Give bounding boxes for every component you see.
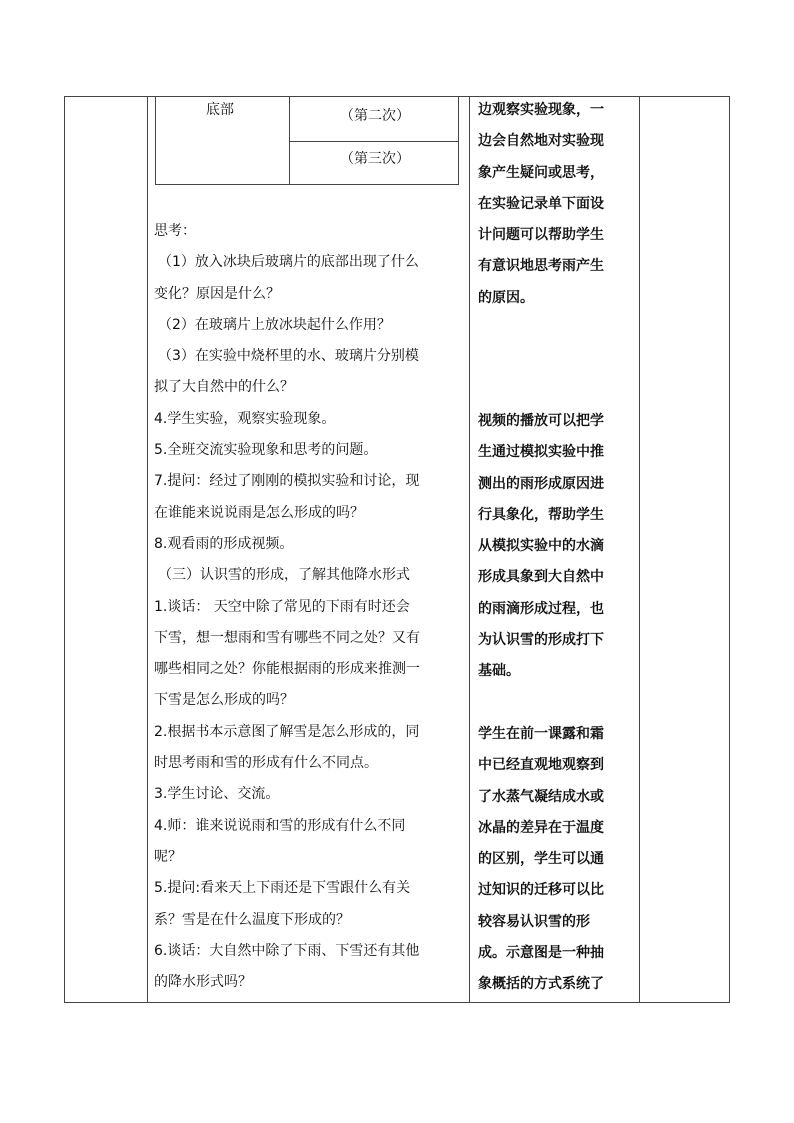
note-line: 象概括的方式系统了: [478, 976, 604, 993]
process-line: 6.谈话：大自然中除了下雨、下雪还有其他: [154, 942, 420, 959]
process-line: 时思考雨和雪的形成有什么不同点。: [154, 755, 378, 772]
process-line: 2.根据书本示意图了解雪是怎么形成的，同: [154, 723, 420, 740]
note-line: 象产生疑问或思考，: [478, 164, 604, 181]
process-line: 变化？原因是什么？: [154, 285, 280, 302]
process-line: 的降水形式吗？: [154, 974, 252, 991]
note-line: 为认识雪的形成打下: [478, 632, 604, 649]
note-line: 边会自然地对实验现: [478, 133, 604, 150]
process-line: 拟了大自然中的什么？: [154, 379, 294, 396]
note-line: 成。示意图是一种抽: [478, 945, 604, 962]
process-line: 5.全班交流实验现象和思考的问题。: [154, 442, 378, 459]
process-line: 4.师：谁来说说雨和雪的形成有什么不同: [154, 817, 406, 834]
process-line: 1.谈话： 天空中除了常见的下雨有时还会: [154, 598, 410, 615]
note-line: 有意识地思考雨产生: [478, 258, 604, 275]
process-line: 呢？: [154, 848, 182, 865]
note-line: 从模拟实验中的水滴: [478, 538, 604, 555]
teaching-process: [154, 216, 466, 998]
note-line: 边观察实验现象，一: [478, 102, 604, 118]
record-trial-second: （第二次）: [340, 108, 410, 124]
record-table-row-divider: [289, 141, 459, 142]
process-line: 在谁能来说说雨是怎么形成的吗？: [154, 504, 364, 521]
process-line: 5.提问:看来天上下雨还是下雪跟什么有关: [154, 880, 411, 897]
column-divider-3: [639, 96, 640, 1003]
note-line: 的原因。: [478, 289, 534, 306]
process-line: （三）认识雪的形成，了解其他降水形式: [158, 567, 410, 584]
note-line: 在实验记录单下面设: [478, 195, 604, 212]
process-line: 3.学生讨论、交流。: [154, 786, 280, 803]
note-line: 了水蒸气凝结成水或: [478, 788, 604, 805]
process-line: 7.提问：经过了刚刚的模拟实验和讨论，现: [154, 473, 420, 490]
record-trial-third: （第三次）: [340, 151, 410, 167]
note-line: 生通过模拟实验中推: [478, 444, 604, 461]
column-divider-1: [147, 96, 148, 1003]
design-note-video: [478, 406, 634, 688]
process-line: 系？雪是在什么温度下形成的？: [154, 911, 350, 928]
note-line: 测出的雨形成原因进: [478, 475, 604, 492]
process-line: 思考：: [154, 223, 196, 239]
process-line: 哪些相同之处？你能根据雨的形成来推测一: [154, 661, 420, 678]
column-divider-2: [469, 96, 470, 1003]
note-line: 的雨滴形成过程，也: [478, 600, 604, 617]
note-line: 学生在前一课露和霜: [478, 726, 604, 742]
process-line: （3）在实验中烧杯里的水、玻璃片分别模: [158, 348, 419, 365]
process-line: 8.观看雨的形成视频。: [154, 535, 294, 552]
process-line: 4.学生实验，观察实验现象。: [154, 410, 336, 427]
design-note-observation: [478, 95, 634, 314]
note-line: 基础。: [478, 663, 520, 680]
note-line: 的区别，学生可以通: [478, 851, 604, 868]
design-note-snow: [478, 719, 634, 1001]
note-line: 行具象化，帮助学生: [478, 506, 604, 523]
note-line: 较容易认识雪的形: [478, 913, 590, 930]
note-line: 视频的播放可以把学: [478, 413, 604, 429]
process-line: （1）放入冰块后玻璃片的底部出现了什么: [158, 254, 419, 271]
note-line: 过知识的迁移可以比: [478, 882, 604, 899]
note-line: 冰晶的差异在于温度: [478, 819, 604, 836]
record-row-label: 底部: [206, 102, 234, 118]
process-line: （2）在玻璃片上放冰块起什么作用？: [158, 316, 391, 333]
process-line: 下雪是怎么形成的吗？: [154, 692, 294, 709]
note-line: 计问题可以帮助学生: [478, 227, 604, 244]
note-line: 形成具象到大自然中: [478, 569, 604, 586]
note-line: 中已经直观地观察到: [478, 757, 604, 774]
process-line: 下雪，想一想雨和雪有哪些不同之处？又有: [154, 629, 420, 646]
